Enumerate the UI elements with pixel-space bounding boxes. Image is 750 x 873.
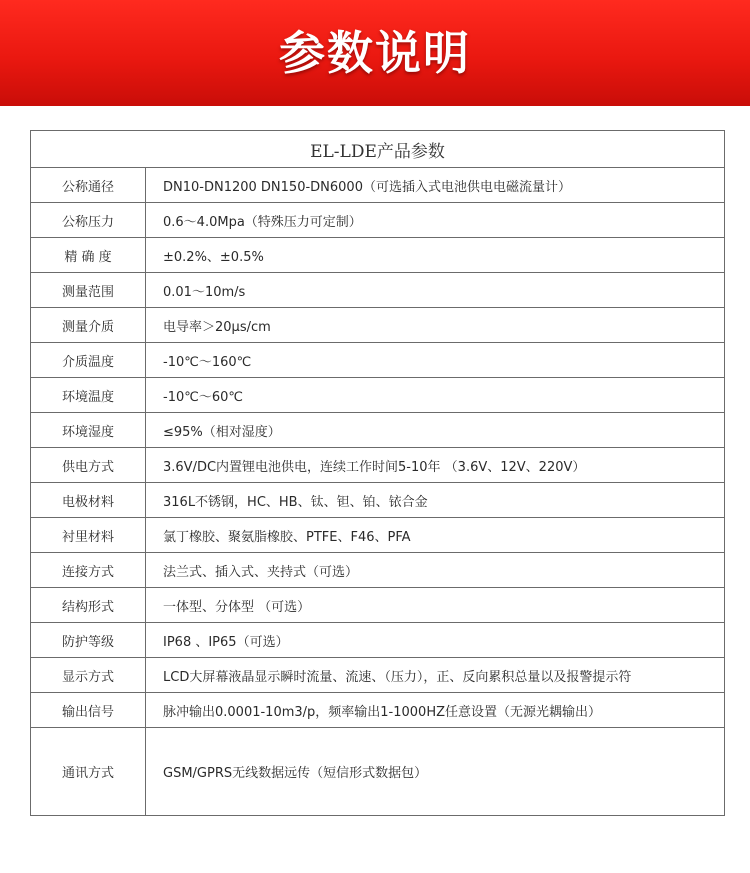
param-value: 氯丁橡胶、聚氨脂橡胶、PTFE、F46、PFA (146, 518, 725, 553)
param-label: 公称通径 (31, 168, 146, 203)
param-value: GSM/GPRS无线数据远传（短信形式数据包） (146, 728, 725, 816)
param-label: 环境温度 (31, 378, 146, 413)
table-row (31, 623, 725, 658)
table-row (31, 168, 725, 203)
param-label: 测量介质 (31, 308, 146, 343)
param-label: 供电方式 (31, 448, 146, 483)
table-row (31, 238, 725, 273)
table-row (31, 413, 725, 448)
param-value: ±0.2%、±0.5% (146, 238, 725, 273)
param-value: 0.01～10m/s (146, 273, 725, 308)
param-value: 0.6～4.0Mpa（特殊压力可定制） (146, 203, 725, 238)
param-label: 输出信号 (31, 693, 146, 728)
param-value: 法兰式、插入式、夹持式（可选） (146, 553, 725, 588)
table-row (31, 203, 725, 238)
param-label: 环境湿度 (31, 413, 146, 448)
table-row (31, 728, 725, 816)
table-row (31, 553, 725, 588)
table-row (31, 273, 725, 308)
param-label: 显示方式 (31, 658, 146, 693)
param-value: ≤95%（相对湿度） (146, 413, 725, 448)
param-label: 测量范围 (31, 273, 146, 308)
param-label: 连接方式 (31, 553, 146, 588)
table-row (31, 448, 725, 483)
param-label: 衬里材料 (31, 518, 146, 553)
param-value: LCD大屏幕液晶显示瞬时流量、流速、（压力），正、反向累积总量以及报警提示符 (146, 658, 725, 693)
table-row (31, 588, 725, 623)
param-value: -10℃～60℃ (146, 378, 725, 413)
param-label: 通讯方式 (31, 728, 146, 816)
page-title: 参数说明 (279, 26, 471, 80)
table-row (31, 343, 725, 378)
table-row (31, 308, 725, 343)
spec-table-container (30, 130, 725, 816)
table-row (31, 378, 725, 413)
param-label: 结构形式 (31, 588, 146, 623)
table-title-row (31, 131, 725, 168)
param-value: -10℃～160℃ (146, 343, 725, 378)
table-row (31, 658, 725, 693)
param-label: 公称压力 (31, 203, 146, 238)
param-value: 3.6V/DC内置锂电池供电，连续工作时间5-10年 （3.6V、12V、220V） (146, 448, 725, 483)
param-label: 电极材料 (31, 483, 146, 518)
table-title: EL-LDE产品参数 (31, 131, 725, 168)
param-label: 精 确 度 (31, 238, 146, 273)
param-value: DN10-DN1200 DN150-DN6000（可选插入式电池供电电磁流量计） (146, 168, 725, 203)
param-value: 316L不锈钢，HC、HB、钛、钽、铂、铱合金 (146, 483, 725, 518)
table-row (31, 483, 725, 518)
param-value: 一体型、分体型 （可选） (146, 588, 725, 623)
header-banner (0, 0, 750, 106)
table-row (31, 693, 725, 728)
param-value: IP68 、IP65（可选） (146, 623, 725, 658)
spec-table (30, 130, 725, 816)
param-label: 介质温度 (31, 343, 146, 378)
param-value: 脉冲输出0.0001-10m3/p，频率输出1-1000HZ任意设置（无源光耦输出） (146, 693, 725, 728)
table-row (31, 518, 725, 553)
param-value: 电导率＞20μs/cm (146, 308, 725, 343)
param-label: 防护等级 (31, 623, 146, 658)
